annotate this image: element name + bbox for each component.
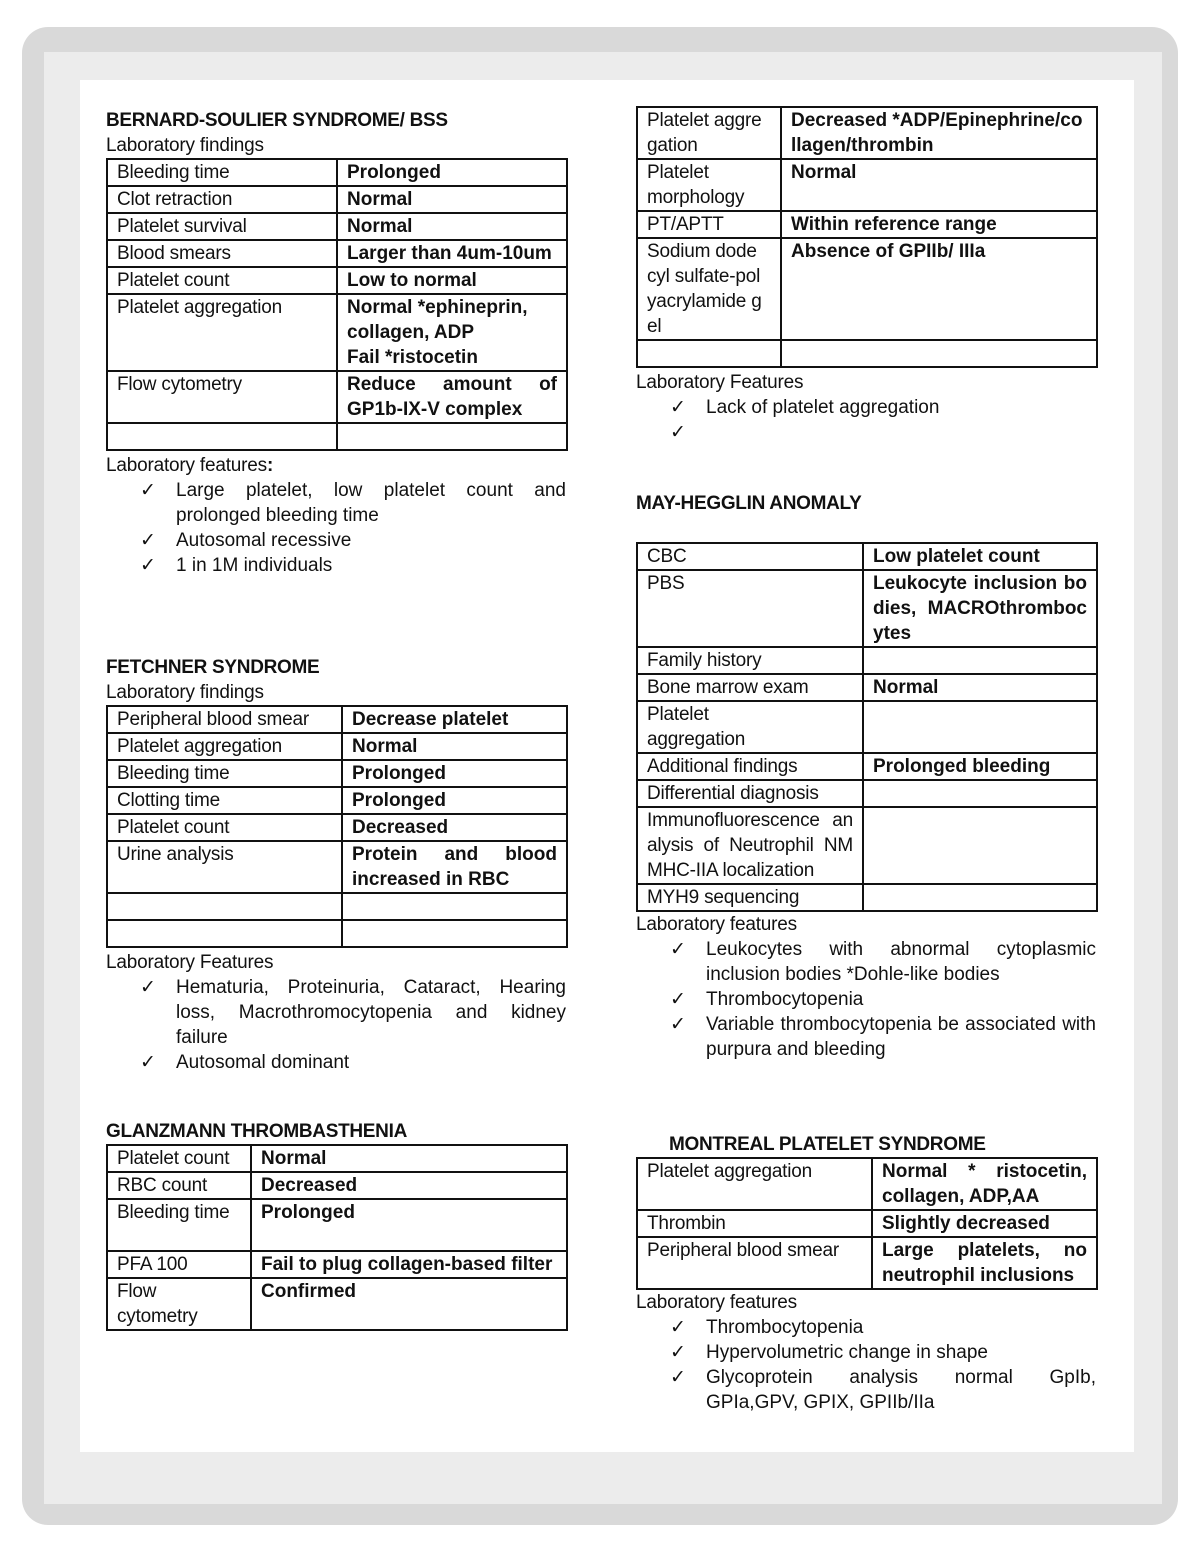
table-row <box>637 238 1097 340</box>
table-row <box>637 159 1097 211</box>
row-value: Normal * ristocetin, collagen, ADP,AA <box>872 1158 1097 1210</box>
row-value: Normal <box>251 1145 567 1172</box>
row-label: Platelet aggregation <box>637 107 781 159</box>
row-label: Clot retraction <box>107 186 337 213</box>
row-label: PFA 100 <box>107 1251 251 1278</box>
row-value: Decreased <box>342 814 567 841</box>
row-label: Clotting time <box>107 787 342 814</box>
table-row <box>637 780 1097 807</box>
table-row <box>107 1278 567 1330</box>
fetchner-features-list <box>106 975 566 1075</box>
bss-features-list <box>106 478 566 578</box>
check-icon: ✓ <box>670 1367 686 1388</box>
row-value-line: Normal *ephineprin, collagen, ADP <box>347 297 528 343</box>
table-row <box>637 807 1097 884</box>
table-row-empty <box>107 920 567 947</box>
row-label: Differential diagnosis <box>637 780 863 807</box>
table-row <box>107 760 567 787</box>
table-row <box>107 186 567 213</box>
row-label: Platelet count <box>107 1145 251 1172</box>
row-value <box>863 807 1097 884</box>
list-item: ✓ Thrombocytopenia <box>670 989 864 1010</box>
row-label: Sodium dodecyl sulfate-polyacrylamide gel <box>637 238 781 340</box>
row-label: Platelet aggregation <box>107 733 342 760</box>
row-label: Family history <box>637 647 863 674</box>
row-value: Slightly decreased <box>872 1210 1097 1237</box>
table-row <box>107 371 567 423</box>
list-item: ✓ Autosomal dominant <box>140 1052 350 1073</box>
table-row-empty <box>107 893 567 920</box>
may-hegglin-section <box>636 491 1096 1062</box>
table-row <box>107 294 567 371</box>
row-value: Decreased <box>251 1172 567 1199</box>
table-row <box>107 787 567 814</box>
row-label: Additional findings <box>637 753 863 780</box>
row-label: Peripheral blood smear <box>107 706 342 733</box>
row-value-line: Fail *ristocetin <box>347 347 478 368</box>
may-hegglin-title: MAY-HEGGLIN ANOMALY <box>636 493 862 514</box>
check-icon: ✓ <box>670 939 686 960</box>
bss-table <box>106 158 568 451</box>
row-label: Bone marrow exam <box>637 674 863 701</box>
list-item: ✓ Leukocytes with abnormal cytoplasmic inclusion bodies *Dohle-like bodies <box>670 939 1096 985</box>
list-item: ✓ Variable thrombocytopenia be associated with purpura and bleeding <box>670 1014 1096 1060</box>
table-row <box>107 733 567 760</box>
row-label: Platelet aggregation <box>637 1158 872 1210</box>
list-item: ✓ Glycoprotein analysis normal GpIb, GPIa,GPV, GPIX, GPIIb/IIa <box>670 1367 1096 1413</box>
may-hegglin-features-label: Laboratory features <box>636 914 797 935</box>
table-row <box>107 1145 567 1172</box>
row-value: Decrease platelet <box>342 706 567 733</box>
row-label: Thrombin <box>637 1210 872 1237</box>
check-icon: ✓ <box>140 555 156 576</box>
check-icon: ✓ <box>140 1052 156 1073</box>
row-value: Prolonged bleeding <box>863 753 1097 780</box>
table-row <box>637 701 1097 753</box>
fetchner-table <box>106 705 568 948</box>
list-item: ✓ 1 in 1M individuals <box>140 555 333 576</box>
row-label: Flow cytometry <box>107 371 337 423</box>
row-label: Platelet count <box>107 814 342 841</box>
montreal-table <box>636 1157 1098 1290</box>
montreal-section <box>636 1132 1096 1415</box>
check-icon: ✓ <box>140 530 156 551</box>
table-row <box>637 1237 1097 1289</box>
row-label: Peripheral blood smear <box>637 1237 872 1289</box>
table-row <box>637 543 1097 570</box>
glanzmann-table-left <box>106 1144 568 1331</box>
row-value <box>337 294 567 371</box>
row-value: Normal <box>781 159 1097 211</box>
fetchner-section <box>106 655 566 1075</box>
fetchner-features-label: Laboratory Features <box>106 952 274 973</box>
table-row <box>637 884 1097 911</box>
row-value: Leukocyte inclusion bodies, MACROthrombocytes <box>863 570 1097 647</box>
row-value: Normal <box>337 213 567 240</box>
row-value: Within reference range <box>781 211 1097 238</box>
table-row <box>107 1199 567 1251</box>
row-value: Prolonged <box>342 760 567 787</box>
row-value: Larger than 4um-10um <box>337 240 567 267</box>
table-row <box>107 1251 567 1278</box>
table-row <box>637 753 1097 780</box>
montreal-features-list <box>636 1315 1096 1415</box>
list-item <box>636 420 1096 445</box>
table-row <box>637 674 1097 701</box>
list-item: ✓ Large platelet, low platelet count and prolonged bleeding time <box>140 480 566 526</box>
table-row <box>637 107 1097 159</box>
row-value: Low platelet count <box>863 543 1097 570</box>
may-hegglin-table <box>636 542 1098 912</box>
row-value: Reduce amount of GP1b-IX-V complex <box>337 371 567 423</box>
check-icon: ✓ <box>140 977 156 998</box>
row-value: Fail to plug collagen-based filter <box>251 1251 567 1278</box>
table-row <box>107 240 567 267</box>
row-value: Low to normal <box>337 267 567 294</box>
glanzmann-features-list <box>636 395 1096 445</box>
row-label: Flow cytometry <box>107 1278 251 1330</box>
left-column <box>106 108 566 578</box>
row-value: Protein and blood increased in RBC <box>342 841 567 893</box>
table-row <box>107 706 567 733</box>
row-value: Prolonged <box>337 159 567 186</box>
row-value <box>863 884 1097 911</box>
check-icon: ✓ <box>670 397 686 418</box>
glanzmann-title: GLANZMANN THROMBASTHENIA <box>106 1121 407 1142</box>
list-item: ✓ Lack of platelet aggregation <box>670 397 940 418</box>
montreal-features-label: Laboratory features <box>636 1292 797 1313</box>
glanzmann-features-label: Laboratory Features <box>636 372 804 393</box>
check-icon: ✓ <box>670 1317 686 1338</box>
row-label: PT/APTT <box>637 211 781 238</box>
fetchner-subtitle: Laboratory findings <box>106 682 264 703</box>
row-value <box>863 647 1097 674</box>
table-row <box>107 814 567 841</box>
bss-features-label: Laboratory features: <box>106 455 274 476</box>
table-row <box>637 211 1097 238</box>
table-row <box>107 159 567 186</box>
may-hegglin-features-list <box>636 937 1096 1062</box>
row-value: Confirmed <box>251 1278 567 1330</box>
row-value <box>863 701 1097 753</box>
table-row-empty <box>637 340 1097 367</box>
row-value: Normal <box>337 186 567 213</box>
row-value: Prolonged <box>342 787 567 814</box>
row-value: Prolonged <box>251 1199 567 1251</box>
row-label: Urine analysis <box>107 841 342 893</box>
row-label: Blood smears <box>107 240 337 267</box>
row-label: Platelet aggregation <box>637 701 863 753</box>
table-row <box>637 570 1097 647</box>
check-icon: ✓ <box>670 1342 686 1363</box>
table-row <box>637 1210 1097 1237</box>
check-icon: ✓ <box>140 480 156 501</box>
table-row <box>107 841 567 893</box>
list-item: ✓ Hematuria, Proteinuria, Cataract, Hearing loss, Macrothromocytopenia and kidney failure <box>140 977 566 1048</box>
row-label: Immunofluorescence analysis of Neutrophil NMMHC-IIA localization <box>637 807 863 884</box>
table-row-empty <box>107 423 567 450</box>
row-value: Normal <box>342 733 567 760</box>
row-label: Bleeding time <box>107 760 342 787</box>
row-label: Bleeding time <box>107 159 337 186</box>
row-label: Platelet count <box>107 267 337 294</box>
row-value: Decreased *ADP/Epinephrine/collagen/thrombin <box>781 107 1097 159</box>
row-label: RBC count <box>107 1172 251 1199</box>
table-row <box>637 647 1097 674</box>
row-label: CBC <box>637 543 863 570</box>
row-label: Platelet aggregation <box>107 294 337 371</box>
row-label: MYH9 sequencing <box>637 884 863 911</box>
fetchner-title: FETCHNER SYNDROME <box>106 657 320 678</box>
check-icon: ✓ <box>670 989 686 1010</box>
row-value <box>863 780 1097 807</box>
bss-title: BERNARD-SOULIER SYNDROME/ BSS <box>106 110 448 131</box>
row-label: Platelet morphology <box>637 159 781 211</box>
row-value: Absence of GPIIb/ IIIa <box>781 238 1097 340</box>
row-label: PBS <box>637 570 863 647</box>
row-label: Platelet survival <box>107 213 337 240</box>
check-icon: ✓ <box>670 422 686 443</box>
montreal-title: MONTREAL PLATELET SYNDROME <box>669 1134 986 1155</box>
table-row <box>637 1158 1097 1210</box>
table-row <box>107 1172 567 1199</box>
glanzmann-right-section <box>636 106 1096 445</box>
bss-subtitle: Laboratory findings <box>106 135 264 156</box>
list-item: ✓ Autosomal recessive <box>140 530 352 551</box>
glanzmann-left-section <box>106 1119 566 1331</box>
glanzmann-table-right <box>636 106 1098 368</box>
table-row <box>107 267 567 294</box>
row-value: Large platelets, no neutrophil inclusions <box>872 1237 1097 1289</box>
check-icon: ✓ <box>670 1014 686 1035</box>
row-label: Bleeding time <box>107 1199 251 1251</box>
list-item: ✓ Hypervolumetric change in shape <box>670 1342 988 1363</box>
list-item: ✓ Thrombocytopenia <box>670 1317 864 1338</box>
row-value: Normal <box>863 674 1097 701</box>
table-row <box>107 213 567 240</box>
